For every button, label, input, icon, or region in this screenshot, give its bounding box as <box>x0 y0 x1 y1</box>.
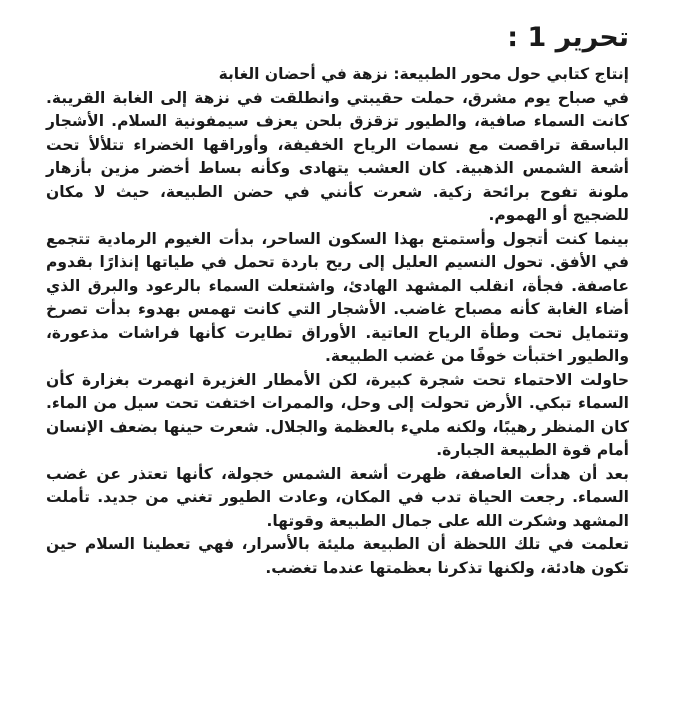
essay-paragraph-2: بينما كنت أتجول وأستمتع بهذا السكون الساحر، بدأت الغيوم الرمادية تتجمع في الأفق. تحول النسيم العليل إلى ريح باردة تحمل في طياتها إنذارًا بقدوم عاصفة. فجأة، انقلب المشهد الهادئ، واشتعلت السماء بالرعود والبرق الذي أضاء الغابة كأنه مصباح غاضب. الأشجار التي كانت تهمس بهدوء بدأت تصرخ وتتمايل تحت وطأة الرياح العاتية. الأوراق تطايرت كأنها فراشات مذعورة، والطيور اختبأت خوفًا من غضب الطبيعة. <box>46 229 629 365</box>
essay-paragraph-5: تعلمت في تلك اللحظة أن الطبيعة مليئة بالأسرار، فهي تعطينا السلام حين تكون هادئة، ولكنها تذكرنا بعظمتها عندما تغضب. <box>46 535 629 577</box>
essay-paragraph-1: في صباح يوم مشرق، حملت حقيبتي وانطلقت في نزهة إلى الغابة القريبة. كانت السماء صافية، والطيور تزقزق بلحن يعزف سيمفونية السلام. الأشجار الباسقة تراقصت مع نسمات الرياح الخفيفة، وأوراقها الخضراء تتلألأ تحت أشعة الشمس الذهبية. كان العشب يتهادى وكأنه بساط أخضر مزين بأزهار ملونة تفوح برائحة زكية. شعرت كأنني في حضن الطبيعة، حيث لا مكان للضجيج أو الهموم. <box>46 88 629 224</box>
page-title: تحرير 1 : <box>507 22 629 53</box>
essay-topic-line: إنتاج كتابي حول محور الطبيعة: نزهة في أحضان الغابة <box>218 65 629 83</box>
essay-paragraph-4: بعد أن هدأت العاصفة، ظهرت أشعة الشمس خجولة، كأنها تعتذر عن غضب السماء. رجعت الحياة تدب في المكان، وعادت الطيور تغني من جديد. تأملت المشهد وشكرت الله على جمال الطبيعة وقوتها. <box>46 464 629 530</box>
essay-paragraph-3: حاولت الاحتماء تحت شجرة كبيرة، لكن الأمطار الغزيرة انهمرت بغزارة كأن السماء تبكي. الأرض تحولت إلى وحل، والممرات اختفت تحت سيل من الماء. كان المنظر رهيبًا، ولكنه مليء بالعظمة والجلال. شعرت حينها بضعف الإنسان أمام قوة الطبيعة الجبارة. <box>46 370 629 459</box>
